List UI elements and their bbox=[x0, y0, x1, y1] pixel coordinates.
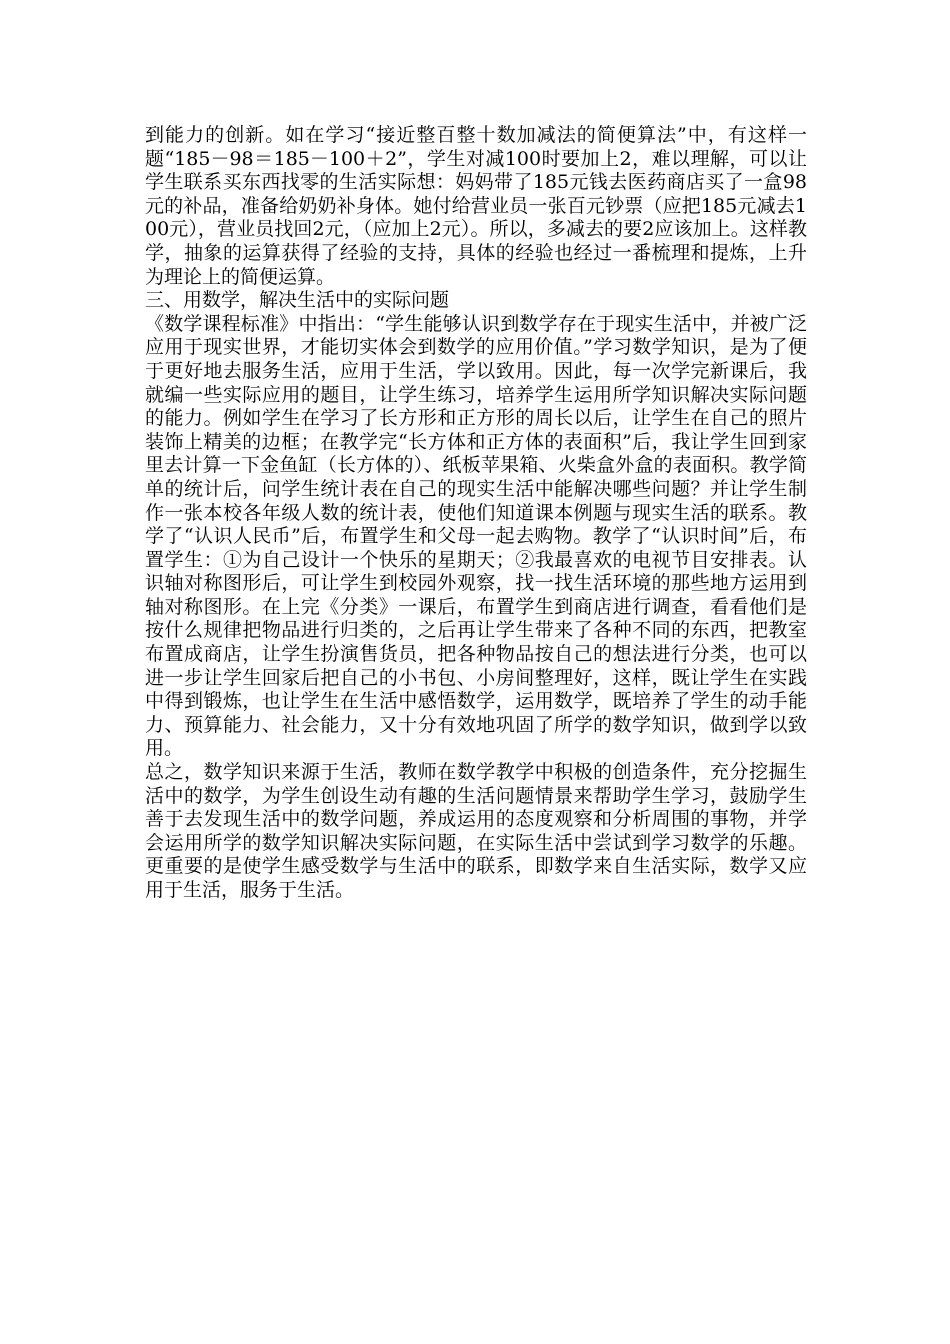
document-body bbox=[145, 124, 807, 903]
paragraph-continuation: 到能力的创新。如在学习“接近整百整十数加减法的简便算法”中，有这样一题“185－98＝185－100＋2”，学生对减100时要加上2，难以理解，可以让学生联系买东西找零的生活实际想：妈妈带了185元钱去医药商店买了一盒98元的补品，准备给奶奶补身体。她付给营业员一张百元钞票（应把185元减去100元），营业员找回2元，（应加上2元）。所以，多减去的要2应该加上。这样教学，抽象的运算获得了经验的支持，具体的经验也经过一番梳理和提炼，上升为理论上的简便运算。 bbox=[145, 124, 807, 288]
paragraph-conclusion: 总之，数学知识来源于生活，教师在数学教学中积极的创造条件，充分挖掘生活中的数学，为学生创设生动有趣的生活问题情景来帮助学生学习，鼓励学生善于去发现生活中的数学问题，养成运用的态度观察和分析周围的事物，并学会运用所学的数学知识解决实际问题，在实际生活中尝试到学习数学的乐趣。更重要的是使学生感受数学与生活中的联系，即数学来自生活实际，数学又应用于生活，服务于生活。 bbox=[145, 761, 807, 901]
section-heading: 三、用数学，解决生活中的实际问题 bbox=[145, 289, 450, 312]
paragraph-curriculum-standard: 《数学课程标准》中指出：“学生能够认识到数学存在于现实生活中，并被广泛应用于现实世界，才能切实体会到数学的应用价值。”学习数学知识，是为了便于更好地去服务生活，应用于生活，学以致用。因此，每一次学完新课后，我就编一些实际应用的题目，让学生练习，培养学生运用所学知识解决实际问题的能力。例如学生在学习了长方形和正方形的周长以后，让学生在自己的照片装饰上精美的边框；在教学完“长方体和正方体的表面积”后，我让学生回到家里去计算一下金鱼缸（长方体的）、纸板苹果箱、火柴盒外盒的表面积。教学简单的统计后，问学生统计表在自己的现实生活中能解决哪些问题？并让学生制作一张本校各年级人数的统计表，使他们知道课本例题与现实生活的联系。教学了“认识人民币”后，布置学生和父母一起去购物。教学了“认识时间”后，布置学生：①为自己设计一个快乐的星期天；②我最喜欢的电视节目安排表。认识轴对称图形后，可让学生到校园外观察，找一找生活环境的那些地方运用到轴对称图形。在上完《分类》一课后，布置学生到商店进行调查，看看他们是按什么规律把物品进行归类的，之后再让学生带来了各种不同的东西，把教室布置成商店，让学生扮演售货员，把各种物品按自己的想法进行分类，也可以进一步让学生回家后把自己的小书包、小房间整理好，这样，既让学生在实践中得到锻炼，也让学生在生活中感悟数学，运用数学，既培养了学生的动手能力、预算能力、社会能力，又十分有效地巩固了所学的数学知识，做到学以致用。 bbox=[145, 312, 807, 760]
